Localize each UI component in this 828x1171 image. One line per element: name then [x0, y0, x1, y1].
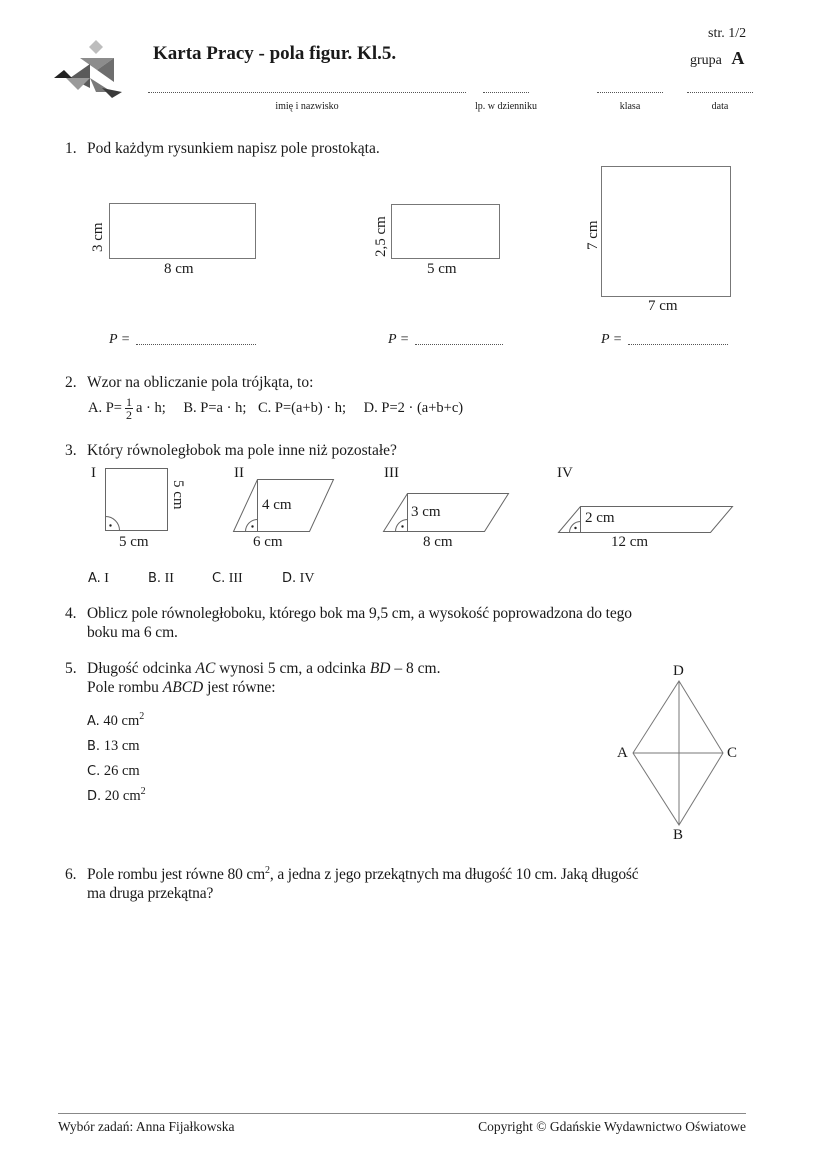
- option-letter: A.: [88, 571, 101, 586]
- footer-author: Wybór zadań: Anna Fijałkowska: [58, 1119, 235, 1134]
- date-field-line[interactable]: [687, 92, 753, 93]
- option-d[interactable]: D. P=2 · (a+b+c): [363, 399, 464, 416]
- register-number-line[interactable]: [483, 92, 529, 93]
- vertex-b: B: [673, 827, 684, 843]
- question-text-line2: ma druga przekątna?: [87, 885, 214, 902]
- option-a[interactable]: [87, 709, 146, 734]
- option-letter: A.: [87, 714, 100, 729]
- rhombus-name: ABCD: [162, 679, 204, 696]
- rectangle-3: [601, 166, 731, 297]
- option-value: 40 cm: [103, 713, 140, 729]
- figure-2-base: 6 cm: [253, 534, 283, 550]
- name-field-line[interactable]: [148, 92, 466, 93]
- figure-4-base: 12 cm: [611, 534, 649, 550]
- option-letter: D.: [282, 571, 297, 586]
- option-a[interactable]: [88, 395, 166, 422]
- question-text: Pod każdym rysunkiem napisz pole prostokąta.: [87, 140, 380, 157]
- rectangle-1-height: 3 cm: [90, 222, 106, 252]
- rectangle-2: [391, 204, 500, 259]
- vertex-c: C: [727, 745, 738, 761]
- figure-1-label: I: [91, 465, 96, 481]
- segment-bd: BD: [369, 660, 391, 677]
- rectangle-2-height: 2,5 cm: [373, 216, 389, 257]
- rhombus-diagram: [630, 680, 730, 830]
- class-field-line[interactable]: [597, 92, 663, 93]
- question-text-line1: Oblicz pole równoległoboku, którego bok ma 9,5 cm, a wysokość poprowadzona do tego: [87, 605, 632, 622]
- answer-2-field[interactable]: [415, 344, 503, 345]
- answer-prefix: P =: [109, 332, 131, 347]
- option-letter: C.: [212, 571, 226, 586]
- figure-1-height: 5 cm: [170, 480, 186, 510]
- register-number-label: lp. w dzienniku: [475, 101, 537, 112]
- date-field-label: data: [711, 101, 729, 112]
- group-value: A: [731, 48, 745, 68]
- question-2: [65, 374, 313, 392]
- figure-2-label: II: [234, 465, 244, 481]
- question-3-options: [88, 571, 342, 587]
- option-value: 26 cm: [103, 763, 140, 779]
- question-text: Który równoległobok ma pole inne niż pozostałe?: [87, 442, 397, 459]
- option-a-prefix: A. P=: [88, 399, 122, 416]
- option-a-suffix: a · h;: [135, 399, 166, 416]
- option-c[interactable]: [87, 759, 146, 784]
- question-number: 5.: [65, 660, 77, 677]
- answer-prefix: P =: [388, 332, 410, 347]
- option-c[interactable]: C. P=(a+b) · h;: [257, 399, 347, 416]
- option-value: III: [228, 571, 243, 586]
- option-value: I: [104, 571, 109, 586]
- figure-3-height: 3 cm: [411, 504, 441, 520]
- rectangle-1-width: 8 cm: [164, 261, 194, 277]
- option-value: 20 cm: [104, 788, 141, 804]
- footer-divider: [58, 1113, 746, 1114]
- rectangle-3-width: 7 cm: [648, 298, 678, 314]
- option-c[interactable]: [212, 571, 282, 587]
- question-text: Wzor na obliczanie pola trójkąta, to:: [87, 374, 314, 391]
- question-number: 2.: [65, 374, 77, 391]
- option-a[interactable]: [88, 571, 148, 587]
- question-number: 3.: [65, 442, 77, 459]
- figure-3-base: 8 cm: [423, 534, 453, 550]
- figure-4-label: IV: [557, 465, 573, 481]
- superscript: 2: [140, 786, 146, 798]
- page-title: Karta Pracy - pola figur. Kl.5.: [153, 43, 397, 64]
- figure-1-base: 5 cm: [119, 534, 149, 550]
- fraction-denominator: 2: [125, 408, 132, 422]
- question-3: [65, 442, 397, 460]
- name-field-label: imię i nazwisko: [275, 101, 339, 112]
- option-d[interactable]: [282, 571, 342, 587]
- option-letter: C.: [87, 764, 101, 779]
- question-4: [65, 605, 745, 642]
- question-1: [65, 140, 380, 158]
- option-letter: B.: [87, 739, 101, 754]
- group-indicator: [690, 48, 744, 69]
- question-text-line2: boku ma 6 cm.: [87, 624, 178, 641]
- segment-ac: AC: [195, 660, 216, 677]
- question-2-options: [88, 396, 463, 421]
- text: , a jedna z jego przekątnych ma długość 10 cm. Jaką długość: [269, 866, 639, 883]
- question-5: [65, 660, 440, 697]
- question-number: 1.: [65, 140, 77, 157]
- answer-prefix: P =: [601, 332, 623, 347]
- text: jest równe:: [203, 679, 276, 696]
- figure-4-height: 2 cm: [585, 510, 615, 526]
- option-value: IV: [299, 571, 315, 586]
- vertex-a: A: [617, 745, 628, 761]
- logo-icon: [52, 40, 124, 100]
- answer-2: [388, 332, 409, 348]
- question-6: [65, 866, 755, 903]
- text: – 8 cm.: [390, 660, 441, 677]
- page-number: str. 1/2: [708, 26, 747, 41]
- option-b[interactable]: [87, 734, 146, 759]
- fraction-one-half: [125, 396, 133, 421]
- answer-1-field[interactable]: [136, 344, 256, 345]
- superscript: 2: [139, 711, 145, 723]
- text: wynosi 5 cm, a odcinka: [215, 660, 370, 677]
- figure-3-parallelogram: [383, 493, 511, 533]
- answer-1: [109, 332, 130, 348]
- rectangle-2-width: 5 cm: [427, 261, 457, 277]
- option-letter: D.: [87, 789, 102, 804]
- option-d[interactable]: [87, 784, 146, 809]
- vertex-d: D: [673, 663, 684, 679]
- class-field-label: klasa: [619, 101, 641, 112]
- group-label: grupa: [690, 53, 722, 68]
- question-number: 4.: [65, 605, 77, 622]
- question-5-options: [87, 709, 146, 809]
- option-value: 13 cm: [103, 738, 140, 754]
- option-b[interactable]: B. P=a · h;: [183, 399, 247, 416]
- option-value: II: [164, 571, 174, 586]
- option-letter: B.: [148, 571, 162, 586]
- figure-2-height: 4 cm: [262, 497, 292, 513]
- answer-3-field[interactable]: [628, 344, 728, 345]
- figure-3-label: III: [384, 465, 399, 481]
- superscript: 2: [265, 864, 270, 876]
- text: Długość odcinka: [87, 660, 196, 677]
- option-b[interactable]: [148, 571, 212, 587]
- figure-1-square: [105, 468, 170, 533]
- rectangle-1: [109, 203, 256, 259]
- fraction-numerator: 1: [125, 395, 132, 409]
- question-number: 6.: [65, 866, 77, 883]
- footer-copyright: Copyright © Gdańskie Wydawnictwo Oświatowe: [478, 1119, 746, 1134]
- answer-3: [601, 332, 622, 348]
- rectangle-3-height: 7 cm: [585, 220, 601, 250]
- text: Pole rombu jest równe 80 cm: [87, 866, 266, 883]
- text: Pole rombu: [87, 679, 163, 696]
